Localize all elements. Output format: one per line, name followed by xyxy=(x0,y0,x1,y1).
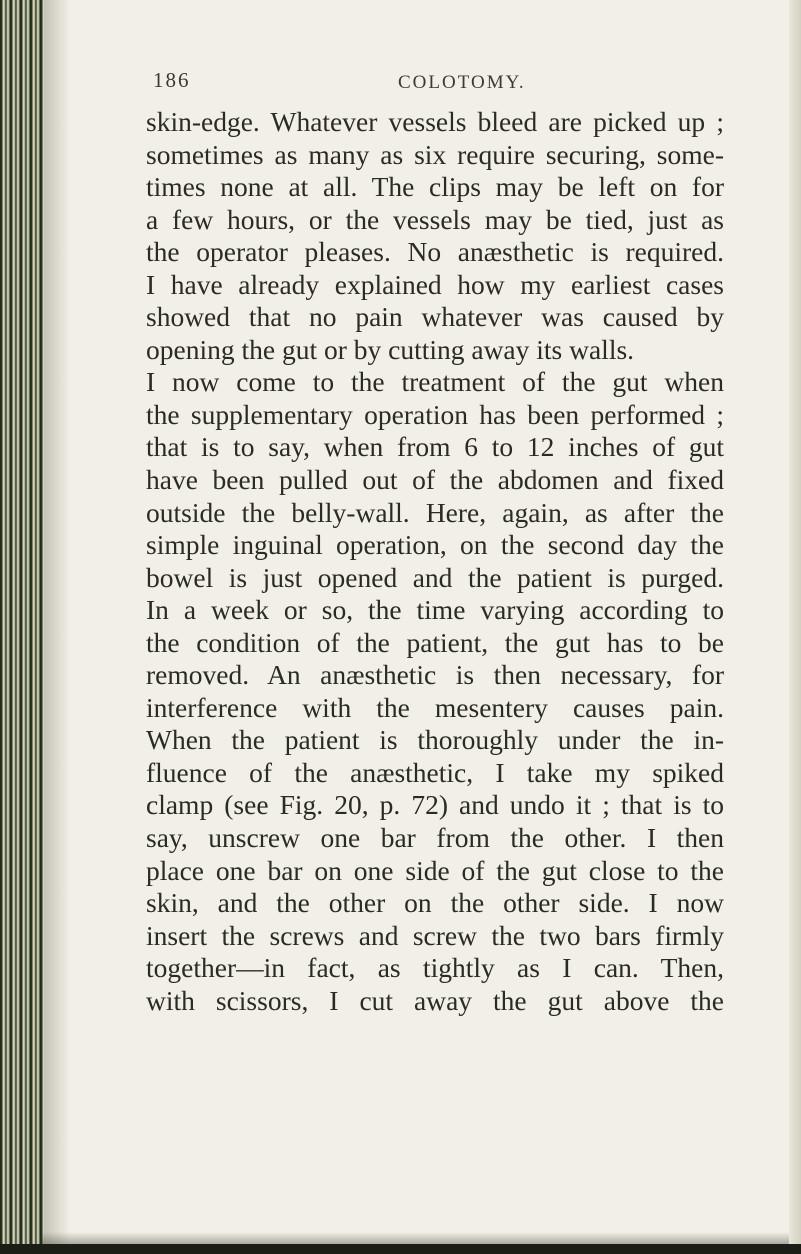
text-line: the condition of the patient, the gut has to be xyxy=(146,626,724,658)
page-edges xyxy=(0,0,44,1254)
text-line: simple inguinal operation, on the second day the xyxy=(146,529,724,561)
text-line: showed that no pain whatever was caused by xyxy=(146,301,724,333)
text-line: the supplementary operation has been performed ; xyxy=(146,398,724,430)
text-line: have been pulled out of the abdomen and fixed xyxy=(146,464,724,496)
text-line: a few hours, or the vessels may be tied, just as xyxy=(146,203,724,235)
text-line: When the patient is thoroughly under the in- xyxy=(146,724,724,756)
running-head: COLOTOMY. xyxy=(398,72,526,93)
text-line: removed. An anæsthetic is then necessary, for xyxy=(146,659,724,691)
text-line: sometimes as many as six require securing, some- xyxy=(146,138,724,170)
text-line: place one bar on one side of the gut close to the xyxy=(146,854,724,886)
text-line: In a week or so, the time varying according to xyxy=(146,594,724,626)
text-line: fluence of the anæsthetic, I take my spiked xyxy=(146,756,724,788)
text-line: outside the belly-wall. Here, again, as after the xyxy=(146,496,724,528)
text-line: times none at all. The clips may be left on for xyxy=(146,171,724,203)
text-line: I now come to the treatment of the gut when xyxy=(146,366,724,398)
text-line: interference with the mesentery causes pain. xyxy=(146,691,724,723)
text-line: the operator pleases. No anæsthetic is required. xyxy=(146,236,724,268)
right-page-edge xyxy=(789,0,801,1254)
text-line: insert the screws and screw the two bars firmly xyxy=(146,919,724,951)
text-line: that is to say, when from 6 to 12 inches of gut xyxy=(146,431,724,463)
text-line: clamp (see Fig. 20, p. 72) and undo it ; that is to xyxy=(146,789,724,821)
text-line: I have already explained how my earliest cases xyxy=(146,268,724,300)
text-line: say, unscrew one bar from the other. I then xyxy=(146,822,724,854)
bottom-edge xyxy=(0,1244,801,1254)
text-line: together—in fact, as tightly as I can. Then, xyxy=(146,952,724,984)
binding-shadow xyxy=(44,0,70,1254)
page-number: 186 xyxy=(153,68,191,92)
body-text xyxy=(146,106,724,1017)
text-line: opening the gut or by cutting away its walls. xyxy=(146,333,635,365)
text-line: skin, and the other on the other side. I now xyxy=(146,887,724,919)
text-line: with scissors, I cut away the gut above the xyxy=(146,984,724,1016)
text-line: bowel is just opened and the patient is purged. xyxy=(146,561,724,593)
text-line: skin-edge. Whatever vessels bleed are picked up ; xyxy=(146,106,724,137)
